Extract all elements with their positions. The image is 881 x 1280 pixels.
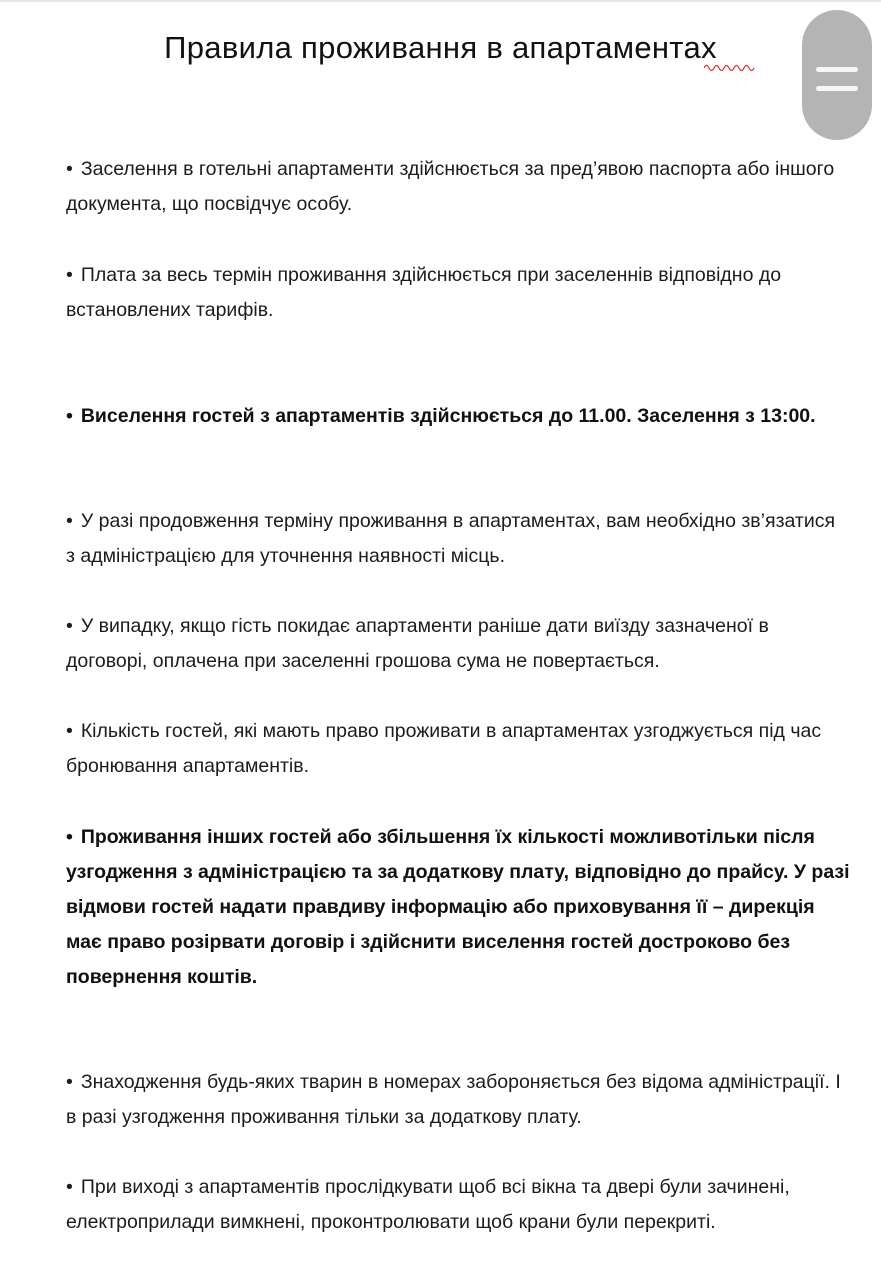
top-border <box>0 0 881 2</box>
rule-text: Плата за весь термін проживання здійснюється при заселеннів відповідно до встановлених тарифів. <box>66 264 782 321</box>
rule-text: Заселення в готельні апартаменти здійснюється за пред’явою паспорта або іншого документа, що посвідчує особу. <box>66 158 835 215</box>
bullet: • <box>66 826 73 848</box>
rule-item <box>66 1170 852 1240</box>
bullet: • <box>66 510 73 532</box>
rule-text: У випадку, якщо гість покидає апартаменти раніше дати виїзду зазначеної в договорі, оплачена при заселенні грошова сума не повертається. <box>66 615 769 672</box>
bullet: • <box>66 1071 73 1093</box>
menu-button[interactable] <box>802 10 872 140</box>
bullet: • <box>66 615 73 637</box>
rule-text: Кількість гостей, які мають право проживати в апартаментах узгоджується під час бронювання апартаментів. <box>66 720 822 777</box>
hamburger-menu-icon-bar <box>816 86 858 91</box>
rule-text: Проживання інших гостей або збільшення їх кількості можливотільки після узгодження з адміністрацією та за додаткову плату, відповідно до прайсу. У разі відмови гостей надати правдиву інформацію або приховування її – дирекція має право розірвати договір і здійснити виселення гостей достроково без повернення коштів. <box>66 826 850 988</box>
bullet: • <box>66 158 73 180</box>
bullet: • <box>66 264 73 286</box>
rule-text: При виході з апартаментів прослідкувати щоб всі вікна та двері були зачинені, електроприлади вимкнені, проконтролювати щоб крани були перекриті. <box>66 1176 790 1233</box>
rule-item <box>66 1065 852 1135</box>
rule-item <box>66 504 836 574</box>
bullet: • <box>66 720 73 742</box>
spellcheck-underline <box>704 63 756 73</box>
rule-item <box>66 820 852 995</box>
rule-item <box>66 399 852 434</box>
rule-item <box>66 152 852 222</box>
rule-item <box>66 609 846 679</box>
bullet: • <box>66 405 73 427</box>
rule-text: У разі продовження терміну проживання в апартаментах, вам необхідно зв’язатися з адміністрацією для уточнення наявності місць. <box>66 510 836 567</box>
hamburger-menu-icon <box>816 67 858 72</box>
rule-item <box>66 714 852 784</box>
bullet: • <box>66 1176 73 1198</box>
rule-item <box>66 258 842 328</box>
rule-text: Виселення гостей з апартаментів здійснюється до 11.00. Заселення з 13:00. <box>80 405 816 427</box>
document-title: Правила проживання в апартаментах <box>164 30 717 65</box>
rule-text: Знаходження будь-яких тварин в номерах забороняється без відома адміністрації. І в разі узгодження проживання тільки за додаткову плату. <box>66 1071 841 1128</box>
